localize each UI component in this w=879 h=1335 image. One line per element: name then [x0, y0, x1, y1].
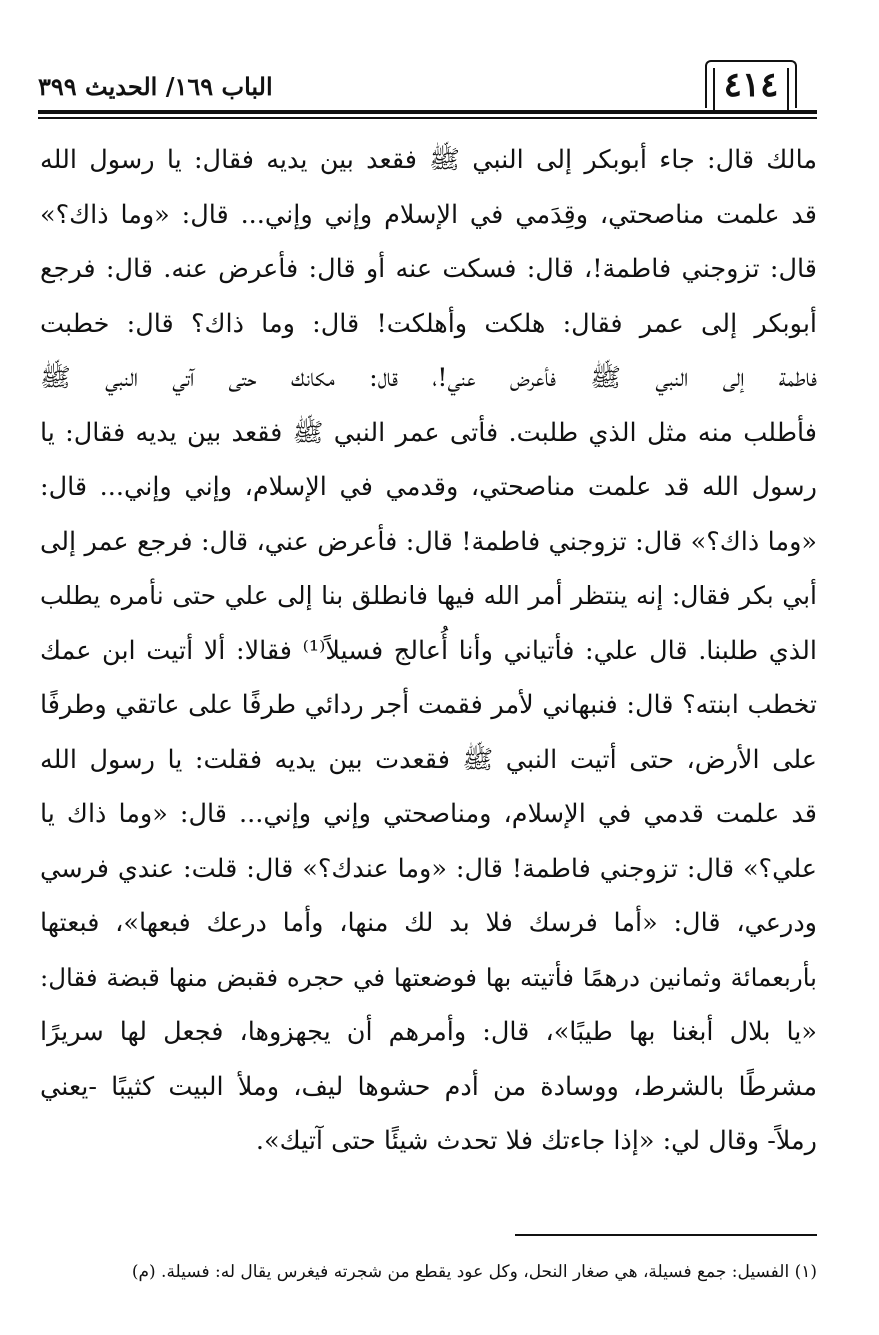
text-line: فاطمة إلى النبي ﷺ فأعرض عني!، قال: مكانك حتى آتي النبي ﷺ — [40, 363, 817, 393]
header-rule-thick — [38, 110, 817, 114]
text-line: الذي طلبنا. قال علي: فأتياني وأنا أُعالج فسيلاً⁽¹⁾ فقالا: ألا أتيت ابن عمك — [40, 635, 817, 666]
text-line: «يا بلال أبغنا بها طيبًا»، قال: وأمرهم أن يجهزوها، فجعل لها سريرًا — [40, 1017, 817, 1047]
text-line: على الأرض، حتى أتيت النبي ﷺ فقعدت بين يديه فقلت: يا رسول الله — [40, 744, 817, 775]
text-line: مالك قال: جاء أبوبكر إلى النبي ﷺ فقعد بين يديه فقال: يا رسول الله — [40, 145, 817, 175]
text-line: قال: تزوجني فاطمة!، قال: فسكت عنه أو قال: فأعرض عنه. قال: فرجع — [40, 254, 817, 284]
body-text — [40, 133, 817, 1169]
text-line: «وما ذاك؟» قال: تزوجني فاطمة! قال: فأعرض عني، قال: فرجع عمر إلى — [40, 526, 817, 557]
header-rule-thin — [38, 117, 817, 119]
text-line: تخطب ابنته؟ قال: فنبهاني لأمر فقمت أجر ردائي طرفًا على عاتقي وطرفًا — [40, 690, 817, 720]
text-line: بأربعمائة وثمانين درهمًا فأتيته بها فوضعتها في حجره فقبض منها قبضة فقال: — [40, 962, 817, 992]
text-line: ودرعي، قال: «أما فرسك فلا بد لك منها، وأما درعك فبعها»، فبعتها — [40, 908, 817, 938]
running-head: الباب ١٦٩/ الحديث ٣٩٩ — [38, 72, 273, 101]
text-line: قد علمت قدمي في الإسلام، ومناصحتي وإني وإني... قال: «وما ذاك يا — [40, 799, 817, 829]
text-line: أبوبكر إلى عمر فقال: هلكت وأهلكت! قال: وما ذاك؟ قال: خطبت — [40, 308, 817, 339]
text-line: مشرطًا بالشرط، ووسادة من أدم حشوها ليف، وملأ البيت كثيبًا -يعني — [40, 1071, 817, 1102]
text-line: قد علمت مناصحتي، وقِدَمي في الإسلام وإني وإني... قال: «وما ذاك؟» — [40, 199, 817, 230]
text-line: فأطلب منه مثل الذي طلبت. فأتى عمر النبي ﷺ فقعد بين يديه فقال: يا — [40, 417, 817, 448]
text-line: رسول الله قد علمت مناصحتي، وقدمي في الإسلام، وإني وإني... قال: — [40, 472, 817, 502]
page-header — [38, 60, 817, 122]
footnote-rule — [515, 1234, 817, 1236]
page-number: ٤١٤ — [705, 60, 797, 108]
text-line: أبي بكر فقال: إنه ينتظر أمر الله فيها فانطلق بنا إلى علي حتى نأمره يطلب — [40, 581, 817, 610]
footnote: (١) الفسيل: جمع فسيلة، هي صغار النحل، وكل عود يقطع من شجرته فيغرس يقال له: فسيلة. (م) — [131, 1262, 817, 1282]
text-line: علي؟» قال: تزوجني فاطمة! قال: «وما عندك؟» قال: قلت: عندي فرسي — [40, 853, 817, 884]
text-line: رملاً- وقال لي: «إذا جاءتك فلا تحدث شيئًا حتى آتيك». — [255, 1126, 817, 1156]
